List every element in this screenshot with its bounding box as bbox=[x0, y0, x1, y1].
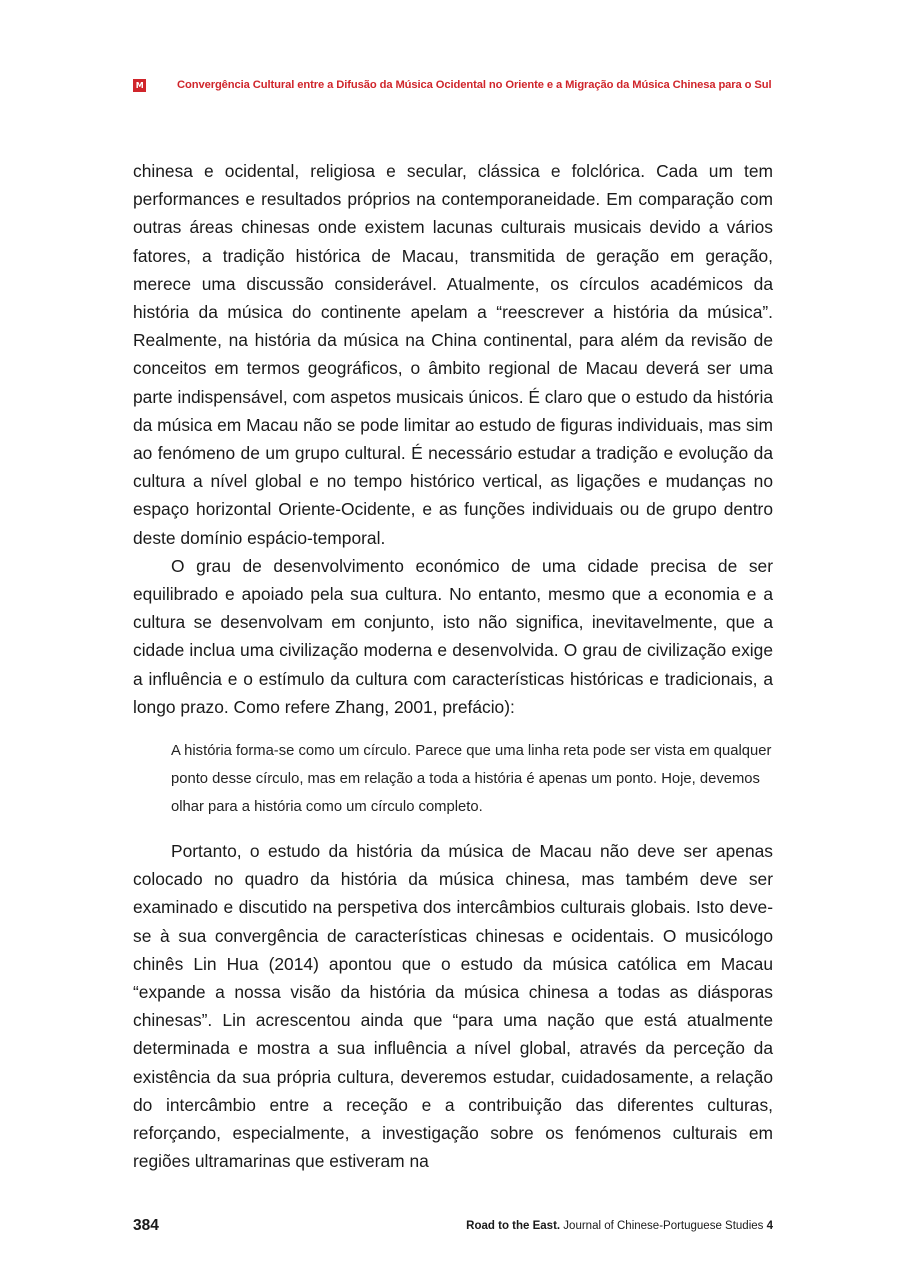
block-quote: A história forma-se como um círculo. Parece que uma linha reta pode ser vista em qualquer ponto desse círculo, mas em relação a toda a história é apenas um ponto. Hoje, devemos olhar para a história como um círculo completo. bbox=[171, 743, 772, 816]
page-footer bbox=[133, 1215, 773, 1237]
journal-title: Road to the East. bbox=[466, 1220, 561, 1232]
article-body bbox=[133, 157, 773, 1176]
body-paragraph: O grau de desenvolvimento económico de uma cidade precisa de ser equilibrado e apoiado pela sua cultura. No entanto, mesmo que a economia e a cultura se desenvolvam em conjunto, isto não significa, inevitavelmente, que a cidade inclua uma civilização moderna e desenvolvida. O grau de civilização exige a influência e o estímulo da cultura com características históricas e tradicionais, a longo prazo. Como refere Zhang, 2001, prefácio): bbox=[133, 555, 773, 717]
running-title: Convergência Cultural entre a Difusão da Música Ocidental no Oriente e a Migração da Música Chinesa para o Sul bbox=[177, 79, 772, 91]
body-paragraph: chinesa e ocidental, religiosa e secular, clássica e folclórica. Cada um tem performances e resultados próprios na contemporaneidade. Em comparação com outras áreas chinesas onde existem lacunas culturais musicais devido a vários fatores, a tradição histórica de Macau, transmitida de geração em geração, merece uma discussão considerável. Atualmente, os círculos académicos da história da música do continente apelam a “reescrever a história da música”. Realmente, na história da música na China continental, para além da revisão de conceitos em termos geográficos, o âmbito regional de Macau deverá ser uma parte indispensável, com aspetos musicais únicos. É claro que o estudo da história da música em Macau não se pode limitar ao estudo de figuras individuais, mas sim ao fenómeno de um grupo cultural. É necessário estudar a tradição e evolução da cultura a nível global e no tempo histórico vertical, as ligações e mudanças no espaço horizontal Oriente-Ocidente, e as funções individuais ou de grupo dentro deste domínio espácio-temporal. bbox=[133, 161, 773, 548]
journal-subtitle: Journal of Chinese-Portuguese Studies bbox=[560, 1220, 764, 1232]
running-header bbox=[133, 76, 773, 94]
publisher-logo-icon: M bbox=[133, 79, 146, 92]
page-number: 384 bbox=[133, 1217, 159, 1234]
journal-volume: 4 bbox=[763, 1220, 773, 1232]
body-paragraph: Portanto, o estudo da história da música de Macau não deve ser apenas colocado no quadro da história da música chinesa, mas também deve ser examinado e discutido na perspetiva dos intercâmbios culturais globais. Isto deve-se à sua convergência de características chinesas e ocidentais. O musicólogo chinês Lin Hua (2014) apontou que o estudo da música católica em Macau “expande a nossa visão da história da música chinesa a todas as diásporas chinesas”. Lin acrescentou ainda que “para uma nação que está atualmente determinada e mostra a sua influência a nível global, através da perceção da existência da sua própria cultura, deveremos estudar, cuidadosamente, a relação do intercâmbio entre a receção e a contribuição das diferentes culturas, reforçando, especialmente, a investigação sobre os fenómenos culturais em regiões ultramarinas que estiveram na bbox=[133, 841, 773, 1172]
journal-citation bbox=[466, 1220, 773, 1232]
